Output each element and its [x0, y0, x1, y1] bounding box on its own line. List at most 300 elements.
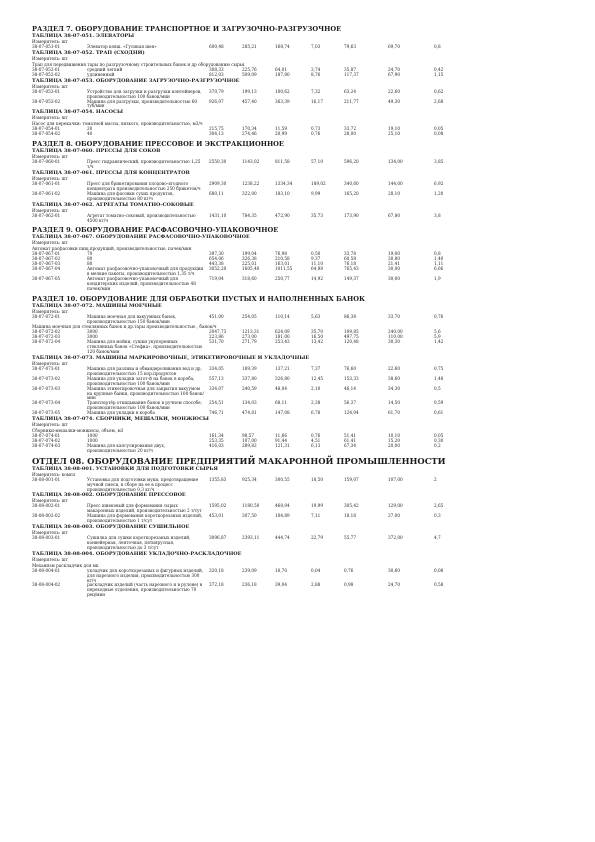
row-value: 24,70	[388, 66, 400, 72]
row-value: 22,79	[311, 535, 323, 541]
unit-note: Измеритель: компл	[32, 471, 76, 477]
table-heading: ТАБЛИЦА 38-07-067. ОБОРУДОВАНИЕ РАСФАСОВОЧНО-УПАКОВОЧНОЕ	[32, 234, 250, 241]
row-description: 1000	[87, 433, 98, 439]
unit-note: Измеритель: шт	[32, 175, 68, 181]
row-value: 223,86	[209, 334, 224, 340]
row-value: 34,30	[388, 385, 400, 391]
row-code: 38-07-054-02	[32, 131, 61, 137]
row-value: 159,07	[344, 476, 359, 482]
row-value: 1180,50	[242, 503, 260, 509]
row-value: 0,04	[311, 567, 321, 573]
row-description: Автомат расфасовочно-упаковочный для продукции в мелкие пакеты, производительностью 1,35 т/ч	[87, 266, 204, 277]
row-value: 168,74	[275, 44, 290, 49]
row-value: 100,62	[275, 88, 290, 94]
row-value: 2550,30	[209, 159, 227, 165]
table-row	[32, 315, 573, 325]
row-value: 134,00	[388, 159, 403, 165]
row-value: 6,92	[434, 180, 444, 186]
table-heading: ТАБЛИЦА 38-07-061. ПРЕССЫ ДЛЯ КОНЦЕНТРАТОВ	[32, 169, 190, 176]
row-value: 600,48	[209, 44, 224, 49]
row-value: 253,35	[209, 437, 224, 443]
row-value: 25,10	[388, 131, 400, 137]
row-code: 38-07-067-04	[32, 266, 61, 272]
row-value: 3,74	[311, 66, 321, 72]
row-value: 0,75	[434, 366, 444, 371]
row-value: 124,04	[344, 410, 359, 416]
row-value: 211,77	[344, 98, 359, 104]
row-description: удлиненный	[87, 71, 115, 77]
row-value: 253,43	[275, 339, 290, 345]
table-heading: ТАБЛИЦА 38-07-074. СБОРНИКИ, МЕШАЛКИ, МОНЖЮСЫ	[32, 416, 209, 423]
row-value: 5,63	[311, 313, 321, 319]
row-value: 0,30	[434, 437, 444, 443]
row-value: 7,37	[311, 366, 321, 371]
row-value: 240,59	[242, 385, 257, 391]
row-value: 372,00	[388, 535, 403, 541]
row-value: 1431,10	[209, 212, 227, 218]
unit-note: Измеритель: шт	[32, 361, 68, 366]
row-value: 14,50	[388, 400, 400, 406]
row-value: 19,99	[311, 503, 323, 509]
row-value: 147,08	[275, 410, 290, 416]
table-row	[32, 277, 573, 292]
row-value: 453,01	[209, 513, 224, 519]
table-row	[32, 387, 573, 402]
row-value: 22,60	[388, 88, 400, 94]
row-value: 304,13	[209, 131, 224, 137]
row-value: 318,60	[242, 275, 257, 281]
row-value: 8,76	[311, 71, 321, 77]
row-value: 1605,40	[242, 266, 260, 272]
row-value: 153,33	[344, 375, 359, 381]
row-value: 784,35	[242, 212, 257, 218]
row-code: 38-08-002-01	[32, 503, 61, 509]
row-value: 30,00	[388, 275, 400, 281]
row-value: 497,75	[344, 334, 359, 340]
row-value: 531,70	[209, 339, 224, 345]
unit-note: Измеритель: шт	[32, 39, 68, 44]
row-value: 39,04	[275, 582, 287, 588]
row-value: 76,98	[275, 251, 287, 257]
row-description: Сушилка для сушки короткорезаных изделий, конвейерная, ленточная, пятиярусная, производительностью до 3 т/сут	[87, 535, 191, 550]
row-value: 24,70	[388, 582, 400, 588]
row-value: 0,42	[434, 66, 444, 72]
row-value: 0,58	[434, 582, 444, 588]
row-code: 38-07-061-01	[32, 180, 61, 186]
row-value: 3,8	[434, 212, 441, 218]
table-row	[32, 100, 573, 110]
row-value: 1,11	[434, 261, 444, 267]
row-value: 20,99	[275, 131, 287, 137]
row-description: Машина для разлива и обвандероливания вод и др, производительностью 15 кор.продуктов	[87, 366, 202, 376]
row-value: 0,76	[311, 433, 321, 439]
row-value: 444,74	[275, 535, 290, 541]
row-value: 225,76	[242, 66, 257, 72]
row-value: 2,65	[434, 503, 444, 509]
row-value: 285,21	[242, 44, 257, 49]
row-value: 2047,73	[209, 329, 227, 335]
row-value: 340,60	[344, 180, 359, 186]
row-value: 144,00	[388, 180, 403, 186]
row-value: 0,73	[311, 126, 321, 132]
row-value: 46,14	[344, 385, 356, 391]
row-value: 300,55	[275, 476, 290, 482]
row-value: 1,9	[434, 275, 441, 281]
row-code: 38-07-074-01	[32, 433, 61, 439]
row-value: 11,10	[311, 261, 323, 267]
row-value: 239,09	[242, 567, 257, 573]
row-value: 0,3	[434, 513, 441, 519]
row-value: 2	[434, 476, 437, 482]
row-description: средний легкий	[87, 66, 123, 72]
row-value: 308,33	[209, 66, 224, 72]
row-description: 40	[87, 131, 93, 137]
row-value: 2,38	[311, 400, 321, 406]
row-value: 1143,02	[242, 159, 260, 165]
row-value: 60,58	[344, 256, 356, 262]
row-value: 6,78	[311, 410, 321, 416]
row-value: 372,18	[209, 582, 224, 588]
row-code: 38-08-001-01	[32, 476, 61, 482]
table-row	[32, 583, 573, 598]
row-code: 38-07-067-01	[32, 251, 61, 257]
row-value: 61,70	[388, 410, 400, 416]
row-value: 30,30	[388, 339, 400, 345]
row-value: 10,10	[388, 433, 400, 439]
table-row	[32, 192, 573, 202]
row-value: 199,04	[242, 251, 257, 257]
table-row	[32, 160, 573, 170]
row-value: 35,70	[311, 329, 323, 335]
table-heading: ТАБЛИЦА 38-08-002. ОБОРУДОВАНИЕ ПРЕССОВОЕ	[32, 492, 186, 499]
row-value: 307,50	[242, 513, 257, 519]
row-value: 5,6	[434, 329, 441, 335]
table-row	[32, 444, 573, 454]
row-code: 38-07-073-05	[32, 410, 61, 416]
row-value: 121,31	[275, 442, 290, 448]
row-value: 21,41	[388, 261, 400, 267]
row-value: 7,03	[311, 44, 321, 49]
section-heading: РАЗДЕЛ 9. ОБОРУДОВАНИЕ РАСФАСОВОЧНО-УПАКОВОЧНОЕ	[32, 226, 279, 235]
unit-note: Измеритель: шт	[32, 240, 68, 246]
row-description: 3000	[87, 334, 98, 340]
row-value: 273,00	[242, 334, 257, 340]
row-value: 30,80	[388, 256, 400, 262]
row-value: 30,60	[388, 567, 400, 573]
row-value: 0,59	[434, 400, 444, 406]
department-heading: ОТДЕЛ 08. ОБОРУДОВАНИЕ ПРЕДПРИЯТИЙ МАКАРОННОЙ ПРОМЫШЛЕННОСТИ	[32, 455, 446, 466]
table-row	[32, 214, 573, 224]
row-value: 0,76	[311, 131, 321, 137]
row-value: 0,62	[434, 88, 444, 94]
row-description: Элеватор ковш. «Гусиная шея»	[87, 44, 157, 49]
unit-note: Трап для передвижения тары по разгрузочному строительных банок и др оборудованию сырья	[32, 61, 245, 67]
row-value: 104,89	[275, 513, 290, 519]
row-value: 680,11	[209, 190, 224, 196]
row-description: Машина этикетировочная для закрытия вакуумом на крупные банки, производительностью 100 банок/мин	[87, 385, 204, 401]
row-value: 0,76	[434, 313, 444, 319]
row-value: 15,20	[388, 437, 400, 443]
row-value: 5,9	[434, 334, 441, 340]
row-value: 322,00	[242, 190, 257, 196]
row-value: 0,61	[434, 410, 444, 416]
row-code: 38-08-004-02	[32, 582, 61, 588]
row-value: 1011,55	[275, 266, 293, 272]
row-value: 2909,30	[209, 180, 227, 186]
row-value: 6,66	[434, 266, 444, 272]
row-value: 0,8	[434, 251, 441, 257]
row-value: 30,00	[388, 266, 400, 272]
row-value: 2393,11	[242, 535, 260, 541]
row-code: 38-07-060-01	[32, 159, 61, 165]
row-value: 0,5	[434, 385, 441, 391]
row-value: 6,13	[311, 442, 321, 448]
row-description: раскладчик изделий (часть нарезного и в рулоне) в переходные отделения, производительностью 70 рец/мин	[87, 582, 203, 598]
row-value: 38,60	[388, 375, 400, 381]
row-value: 173,90	[344, 212, 359, 218]
row-description: 20	[87, 126, 93, 132]
row-value: 187,80	[275, 71, 290, 77]
row-value: 189,39	[242, 366, 257, 371]
row-description: 70	[87, 251, 93, 257]
row-value: 596,20	[344, 159, 359, 165]
row-value: 326,80	[275, 375, 290, 381]
row-value: 12,45	[311, 375, 323, 381]
row-value: 79,63	[344, 44, 356, 49]
row-value: 76,18	[344, 261, 356, 267]
row-value: 557,13	[209, 375, 224, 381]
row-value: 16,17	[311, 98, 323, 104]
row-value: 363,39	[275, 98, 290, 104]
row-description: 80	[87, 256, 93, 262]
row-value: 320,18	[209, 567, 224, 573]
row-description: Агрегат томатно-соковый, производительностью 4500 кг/ч	[87, 212, 196, 223]
row-code: 38-07-074-02	[32, 437, 61, 443]
row-value: 170,34	[242, 126, 257, 132]
row-value: 2,88	[311, 582, 321, 588]
row-code: 38-08-003-01	[32, 535, 61, 541]
table-heading: ТАБЛИЦА 38-08-004. ОБОРУДОВАНИЕ УКЛАДОЧНО-РАСКЛАДОЧНОЕ	[32, 550, 242, 557]
row-value: 183,10	[275, 190, 290, 196]
row-value: 654,06	[209, 256, 224, 262]
row-value: 35,87	[344, 66, 356, 72]
row-value: 472,90	[275, 212, 290, 218]
row-value: 134,03	[242, 400, 257, 406]
table-row	[32, 514, 573, 524]
row-value: 98,57	[242, 433, 254, 439]
row-value: 2,68	[434, 98, 444, 104]
row-value: 57,10	[311, 159, 323, 165]
row-value: 35,73	[311, 212, 323, 218]
row-value: 326,38	[242, 256, 257, 262]
row-value: 7,32	[311, 88, 321, 94]
row-value: 624,09	[275, 329, 290, 335]
row-value: 0,05	[434, 433, 444, 439]
row-description: Транспортёр откидывание банок в ручном способе, производительностью 100 банок/мин	[87, 400, 202, 411]
row-value: 215,75	[209, 126, 224, 132]
row-code: 38-07-073-03	[32, 385, 61, 391]
row-value: 68,11	[275, 400, 287, 406]
table-row	[32, 478, 573, 493]
row-value: 10,70	[275, 567, 287, 573]
row-value: 0,8	[434, 44, 441, 49]
table-row	[32, 340, 573, 355]
row-value: 457,40	[242, 98, 257, 104]
table-heading: ТАБЛИЦА 38-07-060. ПРЕССЫ ДЛЯ СОКОВ	[32, 148, 161, 155]
unit-note: Механизм раскладчик для мк	[32, 562, 99, 568]
row-value: 1213,31	[242, 329, 260, 335]
unit-note: Измеритель: шт	[32, 115, 68, 121]
row-value: 107,00	[388, 476, 403, 482]
row-value: 9,99	[311, 190, 321, 196]
row-value: 0,76	[344, 567, 354, 573]
row-value: 107,00	[242, 437, 257, 443]
row-description: Машина для формования короткорезаных изделий, производительностью 1 т/сут	[87, 513, 203, 524]
row-value: 4,51	[311, 437, 321, 443]
row-value: 443,38	[209, 261, 224, 267]
row-description: Пресс шнековый для формования сырых макаронных изделий, производительностью 2 т/сут	[87, 503, 202, 514]
row-description: Машина для разгрузки, производительностью 60 туб/мин	[87, 98, 198, 109]
unit-note: Измеритель: шт	[32, 556, 68, 562]
row-code: 38-08-004-01	[32, 567, 61, 573]
row-value: 334,05	[209, 366, 224, 371]
row-value: 254,05	[242, 313, 257, 319]
row-value: 474,81	[242, 410, 257, 416]
row-value: 3,85	[434, 159, 444, 165]
unit-note: Измеритель: шт	[32, 83, 68, 89]
row-value: 56,37	[344, 400, 356, 406]
row-value: 225,01	[242, 261, 257, 267]
table-row	[32, 536, 573, 551]
row-value: 240,00	[388, 329, 403, 335]
row-code: 38-07-067-03	[32, 261, 61, 267]
row-value: 746,71	[209, 410, 224, 416]
row-value: 236,18	[242, 582, 257, 588]
table-row	[32, 569, 573, 584]
table-heading: ТАБЛИЦА 38-07-051. ЭЛЕВАТОРЫ	[32, 33, 135, 39]
table-heading: ТАБЛИЦА 38-07-052. ТРАП (СХОДНИ)	[32, 49, 145, 56]
row-value: 18,18	[344, 513, 356, 519]
row-value: 289,82	[242, 442, 257, 448]
row-description: Автомат расфасовочно-упаковочный для кондитерских изделий, производительностью 48 пачек/мин	[87, 275, 196, 291]
table-heading: ТАБЛИЦА 38-07-054. НАСОСЫ	[32, 109, 123, 116]
row-value: 28,10	[388, 190, 400, 196]
row-value: 27,00	[388, 513, 400, 519]
row-description: Машина моечная для вакуумных банок, производительностью 150 банок/мин	[87, 313, 177, 324]
row-code: 38-07-062-01	[32, 212, 61, 218]
row-value: 765,43	[344, 266, 359, 272]
row-value: 13,42	[311, 339, 323, 345]
row-value: 14,92	[311, 275, 323, 281]
row-code: 38-07-072-02	[32, 329, 61, 335]
row-value: 149,37	[344, 275, 359, 281]
row-value: 254,51	[209, 400, 224, 406]
row-value: 0,05	[434, 126, 444, 132]
row-value: 11,59	[275, 126, 287, 132]
row-code: 38-07-073-02	[32, 375, 61, 381]
table-heading: ТАБЛИЦА 38-07-062. АГРЕГАТЫ ТОМАТНО-СОКОВЫЕ	[32, 201, 194, 208]
row-description: 80	[87, 261, 93, 267]
row-value: 61,41	[344, 437, 356, 443]
row-value: 117,37	[344, 71, 359, 77]
row-value: 48,04	[275, 385, 287, 391]
row-value: 163,01	[275, 261, 290, 267]
unit-note: Измеритель: шт	[32, 207, 68, 213]
row-value: 1,15	[434, 71, 444, 77]
row-description: 1000	[87, 437, 98, 443]
row-value: 451,00	[209, 313, 224, 319]
row-value: 18,50	[311, 476, 323, 482]
row-code: 38-07-053-02	[32, 98, 61, 104]
unit-note: Измеритель: шт	[32, 55, 68, 61]
row-code: 38-07-072-03	[32, 334, 61, 340]
row-code: 38-07-073-04	[32, 400, 61, 406]
row-description: Машина для укладки в короба	[87, 410, 155, 416]
row-code: 38-07-067-02	[32, 256, 61, 262]
row-value: 509,09	[242, 71, 257, 77]
row-value: 110,14	[275, 313, 290, 319]
row-value: 165,20	[344, 190, 359, 196]
row-description: Устройство для загрузки и разгрузки контейнеров, производительностью 100 банок/мин	[87, 88, 202, 99]
row-value: 55,77	[344, 535, 356, 541]
row-value: 337,80	[242, 375, 257, 381]
row-value: 0,98	[344, 582, 354, 588]
unit-note: Насос для перекачки: томатной массы, вязкого, производительностью, м3/ч	[32, 121, 203, 127]
row-value: 137,21	[275, 366, 290, 371]
unit-note: Автомат расфасовки пищ.продукций, производительностью, пачек/мин	[32, 246, 192, 252]
row-code: 38-07-052-01	[32, 66, 61, 72]
row-description: Машина для укладки загот-й на банок в короба, производительностью 100 банок/мин	[87, 375, 195, 386]
row-value: 161,34	[209, 433, 224, 439]
row-value: 1,20	[434, 190, 444, 196]
row-code: 38-08-002-02	[32, 513, 61, 519]
row-value: 67,80	[388, 212, 400, 218]
row-value: 69,70	[388, 44, 400, 49]
unit-note: Машина моечная для стеклянных банок и др.тары производительностью , банок/ч	[32, 324, 217, 330]
section-heading: РАЗДЕЛ 10. ОБОРУДОВАНИЕ ДЛЯ ОБРАБОТКИ ПУСТЫХ И НАПОЛНЕННЫХ БАНОК	[32, 294, 365, 303]
row-value: 416,03	[209, 442, 224, 448]
row-value: 397,30	[209, 251, 224, 257]
row-code: 38-07-052-02	[32, 71, 61, 77]
row-value: 64,01	[275, 66, 287, 72]
row-code: 38-07-053-01	[32, 88, 61, 94]
row-code: 38-07-072-04	[32, 339, 61, 345]
row-code: 38-07-051-01	[32, 44, 61, 49]
row-code: 38-07-072-01	[32, 313, 61, 319]
row-value: 91,44	[275, 437, 287, 443]
row-value: 334,07	[209, 385, 224, 391]
row-value: 28,00	[344, 131, 356, 137]
row-value: 271,79	[242, 339, 257, 345]
row-description: Машина для капсулирования двух, производительностью 20 кг/ч	[87, 442, 166, 453]
unit-note: Измеритель: шт	[32, 154, 68, 160]
row-value: 811,58	[275, 159, 290, 165]
row-description: Пресс для брикетирования плодово-ягодного концентрата производительностью 250 брикетов/ч	[87, 180, 201, 191]
unit-note: Измеритель: шт	[32, 498, 68, 504]
row-value: 20,00	[388, 442, 400, 448]
section-heading: РАЗДЕЛ 8. ОБОРУДОВАНИЕ ПРЕССОВОЕ И ЭКСТРАКЦИОННОЕ	[32, 140, 284, 149]
row-value: 925,34	[242, 476, 257, 482]
row-value: 305,42	[344, 503, 359, 509]
row-value: 16,50	[311, 334, 323, 340]
row-description: 3000	[87, 329, 98, 335]
row-value: 11,66	[275, 433, 287, 439]
row-value: 1,48	[434, 375, 444, 381]
row-value: 189,02	[311, 180, 326, 186]
row-value: 199,13	[242, 88, 257, 94]
row-value: 1595,02	[209, 503, 227, 509]
row-code: 38-07-073-01	[32, 366, 61, 371]
